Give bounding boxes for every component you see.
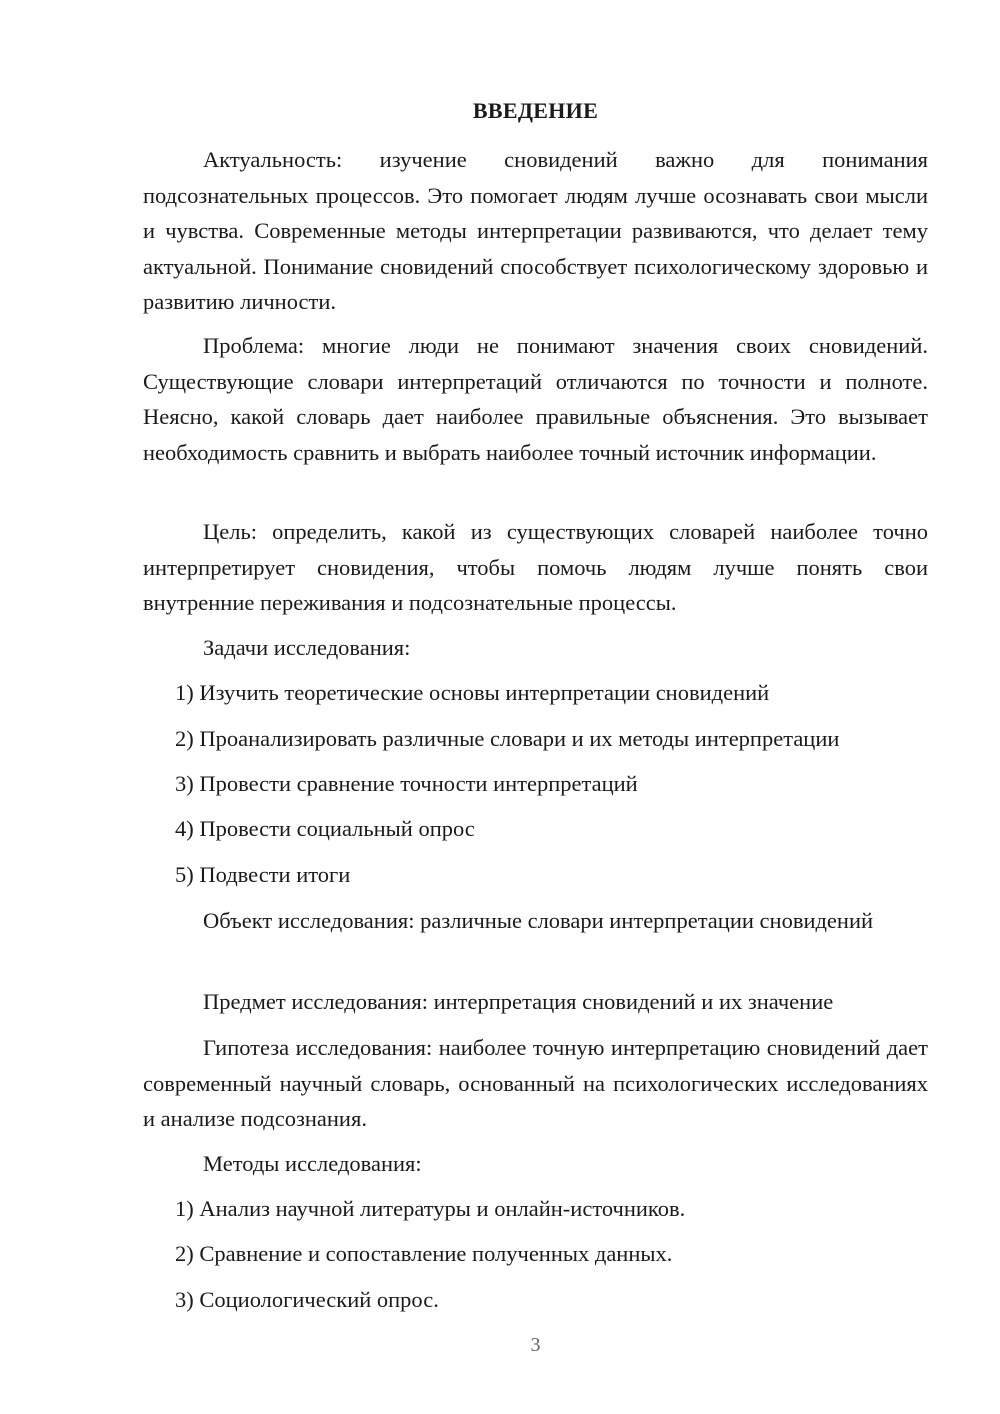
goal-paragraph: Цель: определить, какой из существующих словарей наиболее точно интерпретирует сновидения, чтобы помочь людям лучше понять свои внутренние переживания и подсознательные процессы. — [143, 519, 928, 615]
page-title: ВВЕДЕНИЕ — [472, 98, 599, 123]
relevance-paragraph: Актуальность: изучение сновидений важно для понимания подсознательных процессов. Это помогает людям лучше осознавать свои мысли и чувства. Современные методы интерпретации развиваются, что делает тему актуальной. Понимание сновидений способствует психологическому здоровью и развитию личности. — [143, 147, 928, 314]
list-item: 2) Проанализировать различные словари и их методы интерпретации — [175, 726, 840, 751]
subject-paragraph: Предмет исследования: интерпретация сновидений и их значение — [203, 989, 834, 1014]
methods-heading: Методы исследования: — [203, 1151, 422, 1176]
document-page — [143, 0, 928, 1414]
hypothesis-paragraph: Гипотеза исследования: наиболее точную интерпретацию сновидений дает современный научный словарь, основанный на психологических исследованиях и анализе подсознания. — [143, 1035, 928, 1131]
object-paragraph: Объект исследования: различные словари интерпретации сновидений — [203, 908, 874, 933]
list-item: 2) Сравнение и сопоставление полученных данных. — [175, 1241, 673, 1266]
list-item: 4) Провести социальный опрос — [175, 816, 475, 841]
list-item: 1) Анализ научной литературы и онлайн-источников. — [175, 1196, 686, 1221]
tasks-heading: Задачи исследования: — [203, 635, 411, 660]
list-item: 3) Провести сравнение точности интерпретаций — [175, 771, 638, 796]
page-number: 3 — [530, 1334, 541, 1356]
list-item: 3) Социологический опрос. — [175, 1287, 439, 1312]
list-item: 1) Изучить теоретические основы интерпретации сновидений — [175, 680, 770, 705]
problem-paragraph: Проблема: многие люди не понимают значения своих сновидений. Существующие словари интерпретаций отличаются по точности и полноте. Неясно, какой словарь дает наиболее правильные объяснения. Это вызывает необходимость сравнить и выбрать наиболее точный источник информации. — [143, 333, 928, 465]
list-item: 5) Подвести итоги — [175, 862, 351, 887]
